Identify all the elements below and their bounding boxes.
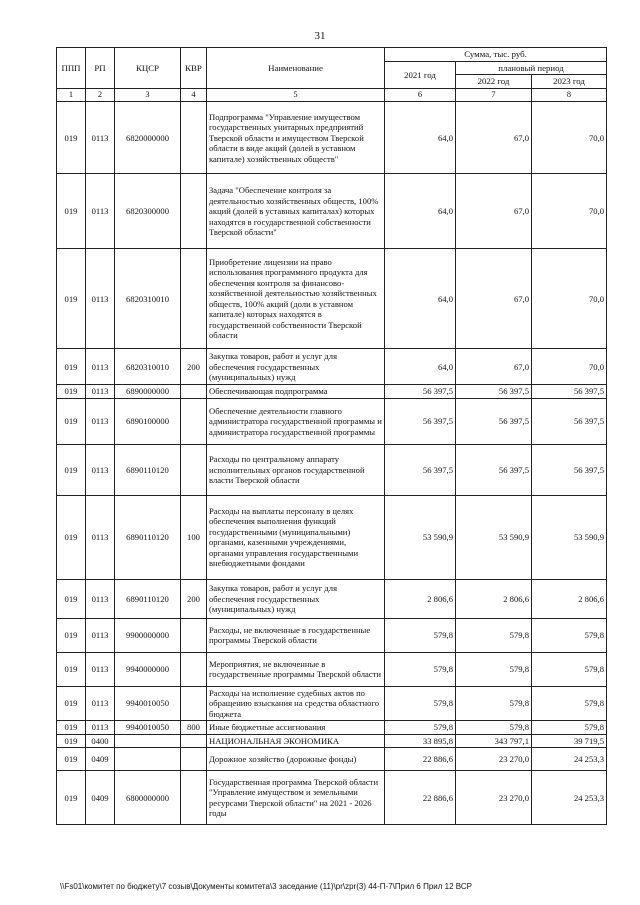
table-row — [57, 102, 607, 174]
page-number: 31 — [314, 30, 326, 42]
cell-rp: 0400 — [86, 734, 115, 747]
cell-kcsr: 9940000000 — [115, 652, 181, 686]
cell-2023: 53 590,9 — [532, 495, 607, 579]
cell-name: Расходы на исполнение судебных актов по обращению взыскания на средства областного бюджета — [207, 686, 385, 720]
cell-kvr — [181, 652, 207, 686]
header-rp: РП — [86, 48, 115, 89]
header-kvr: КВР — [181, 48, 207, 89]
cell-2023: 579,8 — [532, 686, 607, 720]
table-row — [57, 771, 607, 825]
table-row — [57, 444, 607, 495]
cell-kvr — [181, 249, 207, 349]
cell-ppp: 019 — [57, 249, 86, 349]
cell-ppp: 019 — [57, 495, 86, 579]
cell-name: Иные бюджетные ассигнования — [207, 721, 385, 734]
table-row — [57, 579, 607, 618]
cell-kvr — [181, 444, 207, 495]
cell-name: Дорожное хозяйство (дорожные фонды) — [207, 748, 385, 771]
cell-name: Закупка товаров, работ и услуг для обеспечения государственных (муниципальных) нужд — [207, 579, 385, 618]
cell-kcsr: 6890110120 — [115, 495, 181, 579]
cell-rp: 0113 — [86, 495, 115, 579]
table-row — [57, 398, 607, 444]
column-number: 6 — [385, 89, 456, 102]
cell-rp: 0113 — [86, 721, 115, 734]
header-kcsr: КЦСР — [115, 48, 181, 89]
table-body — [57, 102, 607, 825]
column-number: 5 — [207, 89, 385, 102]
cell-kvr — [181, 748, 207, 771]
cell-ppp: 019 — [57, 686, 86, 720]
cell-kcsr: 6800000000 — [115, 771, 181, 825]
cell-2022: 67,0 — [456, 349, 532, 385]
table-row — [57, 652, 607, 686]
cell-2021: 64,0 — [385, 349, 456, 385]
cell-2023: 579,8 — [532, 652, 607, 686]
cell-2022: 67,0 — [456, 102, 532, 174]
cell-ppp: 019 — [57, 444, 86, 495]
cell-kcsr: 9900000000 — [115, 618, 181, 652]
cell-2023: 39 719,5 — [532, 734, 607, 747]
cell-rp: 0113 — [86, 398, 115, 444]
cell-2022: 53 590,9 — [456, 495, 532, 579]
table-row — [57, 174, 607, 249]
cell-2022: 56 397,5 — [456, 398, 532, 444]
column-number: 1 — [57, 89, 86, 102]
cell-kcsr: 6820300000 — [115, 174, 181, 249]
cell-kvr: 200 — [181, 349, 207, 385]
cell-rp: 0409 — [86, 771, 115, 825]
cell-name: Закупка товаров, работ и услуг для обеспечения государственных (муниципальных) нужд — [207, 349, 385, 385]
cell-rp: 0113 — [86, 579, 115, 618]
cell-name: Подпрограмма "Управление имуществом государственных унитарных предприятий Тверской области и имуществом Тверской области в виде акций (долей в уставном капитале) хозяйственных обществ" — [207, 102, 385, 174]
cell-2023: 70,0 — [532, 349, 607, 385]
cell-2021: 579,8 — [385, 686, 456, 720]
header-name: Наименование — [207, 48, 385, 89]
column-number: 8 — [532, 89, 607, 102]
cell-name: Расходы по центральному аппарату исполнительных органов государственной власти Тверской области — [207, 444, 385, 495]
table-row — [57, 385, 607, 398]
cell-rp: 0113 — [86, 102, 115, 174]
cell-kvr — [181, 686, 207, 720]
cell-kvr: 800 — [181, 721, 207, 734]
cell-kcsr: 6890000000 — [115, 385, 181, 398]
cell-2023: 70,0 — [532, 174, 607, 249]
cell-2021: 33 895,8 — [385, 734, 456, 747]
header-plan-period: плановый период — [456, 61, 607, 75]
cell-2021: 579,8 — [385, 618, 456, 652]
cell-kcsr: 6820000000 — [115, 102, 181, 174]
cell-2022: 2 806,6 — [456, 579, 532, 618]
table-row — [57, 618, 607, 652]
column-number: 7 — [456, 89, 532, 102]
cell-ppp: 019 — [57, 734, 86, 747]
cell-rp: 0113 — [86, 349, 115, 385]
cell-kcsr — [115, 734, 181, 747]
cell-ppp: 019 — [57, 174, 86, 249]
cell-kvr — [181, 385, 207, 398]
cell-2023: 56 397,5 — [532, 385, 607, 398]
cell-rp: 0113 — [86, 652, 115, 686]
cell-ppp: 019 — [57, 721, 86, 734]
cell-kvr: 100 — [181, 495, 207, 579]
cell-2021: 64,0 — [385, 102, 456, 174]
header-year-2021: 2021 год — [385, 61, 456, 88]
cell-name: Расходы, не включенные в государственные программы Тверской области — [207, 618, 385, 652]
cell-2021: 22 886,6 — [385, 748, 456, 771]
cell-2022: 67,0 — [456, 174, 532, 249]
cell-ppp: 019 — [57, 618, 86, 652]
cell-rp: 0113 — [86, 385, 115, 398]
cell-2021: 2 806,6 — [385, 579, 456, 618]
header-sum: Сумма, тыс. руб. — [385, 48, 607, 62]
cell-ppp: 019 — [57, 398, 86, 444]
cell-name: Приобретение лицензии на право использования программного продукта для обеспечения контроля за финансово-хозяйственной деятельностью хозяйственных обществ, 100% акций (доли в уставном капитале) которых находятся в государственной собственности Тверской области — [207, 249, 385, 349]
table-row — [57, 734, 607, 747]
cell-2022: 579,8 — [456, 686, 532, 720]
cell-ppp: 019 — [57, 102, 86, 174]
cell-kvr — [181, 174, 207, 249]
cell-ppp: 019 — [57, 771, 86, 825]
cell-kcsr: 9940010050 — [115, 721, 181, 734]
cell-2022: 579,8 — [456, 618, 532, 652]
cell-name: НАЦИОНАЛЬНАЯ ЭКОНОМИКА — [207, 734, 385, 747]
cell-kcsr: 6890100000 — [115, 398, 181, 444]
cell-2022: 579,8 — [456, 721, 532, 734]
cell-2022: 56 397,5 — [456, 444, 532, 495]
column-number: 2 — [86, 89, 115, 102]
cell-2023: 70,0 — [532, 249, 607, 349]
file-path-footer: \\Fs01\комитет по бюджету\7 созыв\Документы комитета\3 заседание (11)\pr\zpr(3) 44-П-7\Прил 6 Прил 12 ВСР — [60, 882, 472, 891]
cell-2023: 2 806,6 — [532, 579, 607, 618]
cell-2021: 56 397,5 — [385, 444, 456, 495]
cell-ppp: 019 — [57, 748, 86, 771]
header-year-2023: 2023 год — [532, 75, 607, 89]
column-number: 3 — [115, 89, 181, 102]
cell-2023: 24 253,3 — [532, 748, 607, 771]
cell-kvr — [181, 734, 207, 747]
cell-2021: 579,8 — [385, 721, 456, 734]
cell-name: Задача "Обеспечение контроля за деятельностью хозяйственных обществ, 100% акций (долей в уставных капиталах) которых находятся в государственной собственности Тверской области" — [207, 174, 385, 249]
cell-2022: 56 397,5 — [456, 385, 532, 398]
cell-name: Мероприятия, не включенные в государственные программы Тверской области — [207, 652, 385, 686]
cell-2023: 579,8 — [532, 721, 607, 734]
table-row — [57, 721, 607, 734]
cell-2021: 56 397,5 — [385, 385, 456, 398]
cell-kcsr: 6890110120 — [115, 579, 181, 618]
cell-2023: 70,0 — [532, 102, 607, 174]
cell-kcsr: 6890110120 — [115, 444, 181, 495]
cell-2023: 579,8 — [532, 618, 607, 652]
cell-ppp: 019 — [57, 385, 86, 398]
cell-2022: 67,0 — [456, 249, 532, 349]
cell-kcsr: 9940010050 — [115, 686, 181, 720]
cell-2021: 64,0 — [385, 174, 456, 249]
cell-kcsr — [115, 748, 181, 771]
cell-ppp: 019 — [57, 579, 86, 618]
cell-kvr: 200 — [181, 579, 207, 618]
cell-kvr — [181, 771, 207, 825]
cell-ppp: 019 — [57, 349, 86, 385]
cell-2022: 579,8 — [456, 652, 532, 686]
cell-2021: 22 886,6 — [385, 771, 456, 825]
header-year-2022: 2022 год — [456, 75, 532, 89]
cell-2023: 56 397,5 — [532, 398, 607, 444]
cell-name: Обеспечивающая подпрограмма — [207, 385, 385, 398]
cell-kvr — [181, 618, 207, 652]
cell-2023: 24 253,3 — [532, 771, 607, 825]
cell-2021: 579,8 — [385, 652, 456, 686]
column-numbers-row — [57, 89, 607, 102]
table-row — [57, 686, 607, 720]
cell-rp: 0113 — [86, 249, 115, 349]
cell-kvr — [181, 102, 207, 174]
cell-2021: 53 590,9 — [385, 495, 456, 579]
cell-2022: 23 270,0 — [456, 748, 532, 771]
cell-name: Расходы на выплаты персоналу в целях обеспечения выполнения функций государственными (муниципальными) органами, казенными учреждениями, органами управления государственными внебюджетными фондами — [207, 495, 385, 579]
cell-name: Государственная программа Тверской области "Управление имуществом и земельными ресурсами Тверской области" на 2021 - 2026 годы — [207, 771, 385, 825]
table-row — [57, 349, 607, 385]
table-row — [57, 495, 607, 579]
cell-kcsr: 6820310010 — [115, 349, 181, 385]
cell-ppp: 019 — [57, 652, 86, 686]
table-row — [57, 249, 607, 349]
cell-name: Обеспечение деятельности главного администратора государственной программы и администратора государственной программы — [207, 398, 385, 444]
column-number: 4 — [181, 89, 207, 102]
cell-rp: 0113 — [86, 174, 115, 249]
cell-2023: 56 397,5 — [532, 444, 607, 495]
cell-2022: 23 270,0 — [456, 771, 532, 825]
cell-rp: 0113 — [86, 618, 115, 652]
cell-2022: 343 797,1 — [456, 734, 532, 747]
cell-2021: 64,0 — [385, 249, 456, 349]
cell-rp: 0113 — [86, 444, 115, 495]
header-ppp: ППП — [57, 48, 86, 89]
table-row — [57, 748, 607, 771]
cell-kcsr: 6820310010 — [115, 249, 181, 349]
budget-table — [56, 47, 607, 825]
cell-rp: 0113 — [86, 686, 115, 720]
cell-rp: 0409 — [86, 748, 115, 771]
cell-kvr — [181, 398, 207, 444]
cell-2021: 56 397,5 — [385, 398, 456, 444]
